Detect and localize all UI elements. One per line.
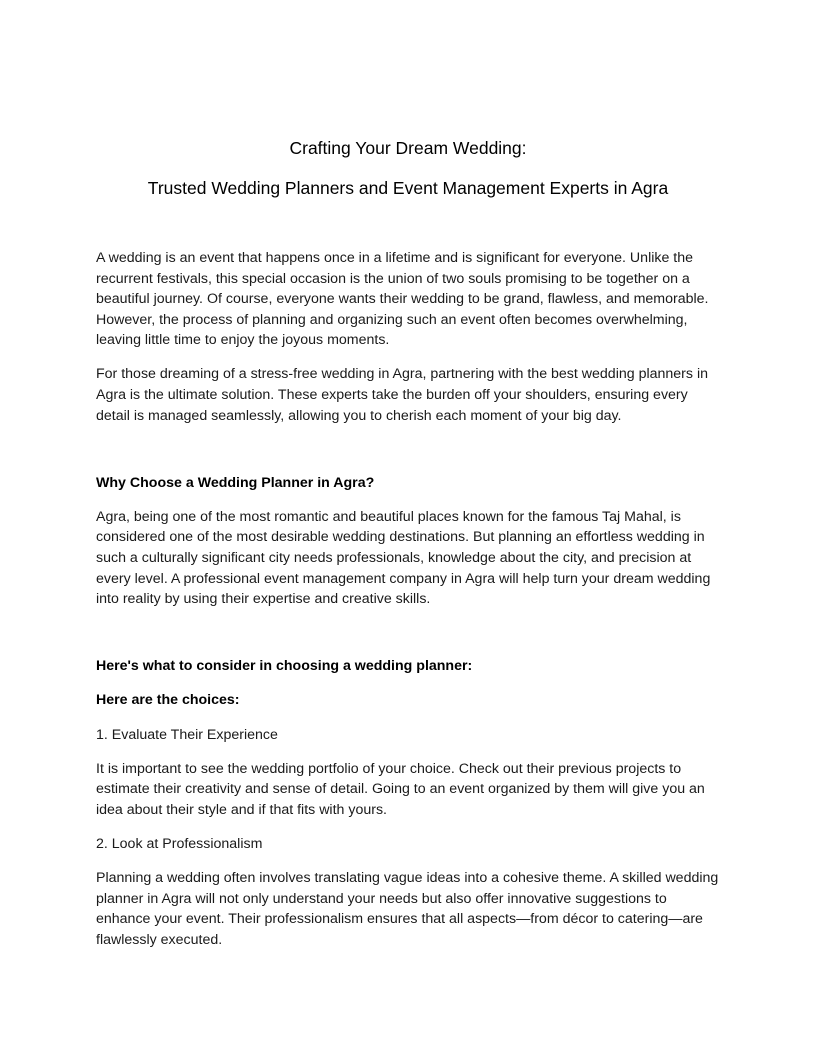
choices-heading: Here are the choices: [96,692,240,709]
choice-2-title: 2. Look at Professionalism [96,835,263,852]
consider-heading: Here's what to consider in choosing a wedding planner: [96,658,473,675]
section-spacer [96,623,720,656]
choice-2-text: Planning a wedding often involves translating vague ideas into a cohesive theme. A skilled wedding planner in Agra will not only understand your needs but also offer innovative suggestions to enhance your event. Their professionalism ensures that all aspects—from décor to catering—are flawlessly executed. [96,869,719,948]
choice-1-text: It is important to see the wedding portfolio of your choice. Check out their previous projects to estimate their creativity and sense of detail. Going to an event organized by them will give you an idea about their style and if that fits with yours. [96,760,705,818]
page-title: Crafting Your Dream Wedding: [289,138,527,158]
why-heading: Why Choose a Wedding Planner in Agra? [96,474,375,491]
page-subtitle: Trusted Wedding Planners and Event Management Experts in Agra [147,178,669,198]
intro-paragraph-2: For those dreaming of a stress-free wedding in Agra, partnering with the best wedding planners in Agra is the ultimate solution. These experts take the burden off your shoulders, ensuring every detail is managed seamlessly, allowing you to cherish each moment of your big day. [96,366,708,424]
document-body [96,248,720,964]
section-spacer [96,440,720,473]
choice-1-title: 1. Evaluate Their Experience [96,726,278,743]
intro-paragraph-1: A wedding is an event that happens once in a lifetime and is significant for everyone. Unlike the recurrent festivals, this special occasion is the union of two souls promising to be together on a beautiful journey. Of course, everyone wants their wedding to be grand, flawless, and memorable. However, the process of planning and organizing such an event often becomes overwhelming, leaving little time to enjoy the joyous moments. [96,250,709,349]
why-paragraph: Agra, being one of the most romantic and beautiful places known for the famous Taj Mahal, is considered one of the most desirable wedding destinations. But planning an effortless wedding in such a culturally significant city needs professionals, knowledge about the city, and precision at every level. A professional event management company in Agra will help turn your dream wedding into reality by using their expertise and creative skills. [96,508,711,608]
